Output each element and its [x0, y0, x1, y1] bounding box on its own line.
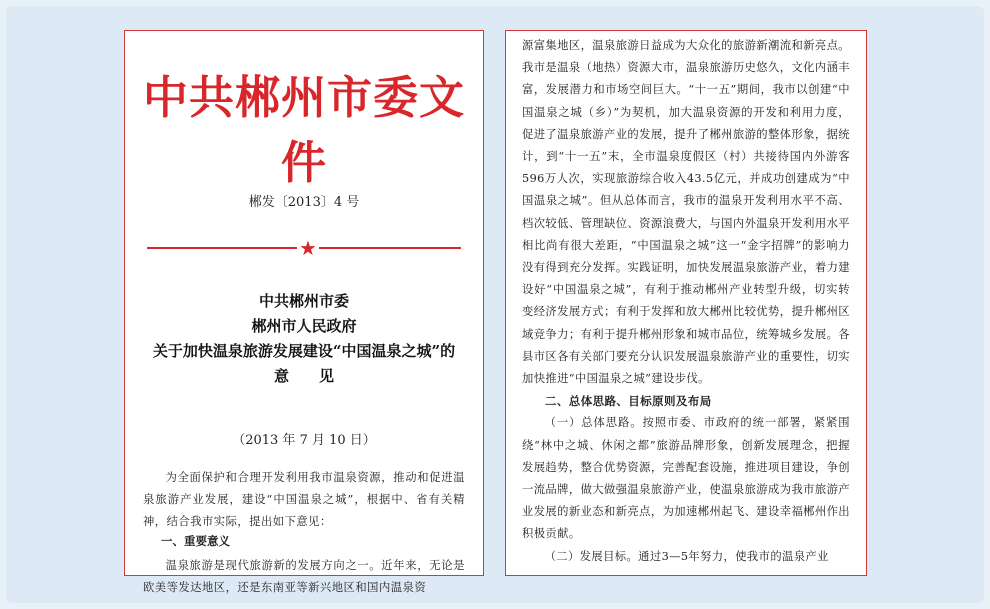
- document-date: （2013 年 7 月 10 日）: [232, 433, 376, 448]
- section-heading-2: 二、总体思路、目标原则及布局: [545, 394, 712, 409]
- document-number: 郴发〔2013〕4 号: [248, 195, 360, 210]
- title-line-2: 郴州市人民政府: [251, 317, 357, 335]
- section-1-paragraph: 温泉旅游是现代旅游新的发展方向之一。近年来，无论是欧美等发达地区，还是东南亚等新兴地区和国内温泉资: [143, 559, 465, 594]
- right-page-body: [522, 35, 850, 568]
- document-page-left: [124, 30, 484, 594]
- intro-paragraph: 为全面保护和合理开发利用我市温泉资源，推动和促进温泉旅游产业发展，建设“中国温泉之城”，根据中、省有关精神，结合我市实际，提出如下意见：: [143, 471, 465, 528]
- section-2-paragraph-2: （二）发展目标。通过3—5年努力，使我市的温泉产业: [544, 549, 829, 563]
- title-line-4: 意 见: [273, 367, 334, 385]
- masthead-title: 中共郴州市委文件: [142, 71, 465, 189]
- document-title: [125, 289, 483, 389]
- title-line-3: 关于加快温泉旅游发展建设“中国温泉之城”的: [152, 342, 456, 360]
- section-2-paragraph-1: （一）总体思路。按照市委、市政府的统一部署，紧紧围绕“林中之城、休闲之都”旅游品牌形象，创新发展理念，把握发展趋势，整合优势资源，完善配套设施，推进项目建设，争创一流品牌，做大做强温泉旅游产业，使温泉旅游成为我市旅游产业发展的新业态和新亮点，为加速郴州起飞、建设幸福郴州作出积极贡献。: [522, 416, 850, 541]
- section-heading-1: 一、重要意义: [161, 534, 230, 548]
- document-page-right: [505, 30, 867, 576]
- continued-paragraph: 源富集地区，温泉旅游日益成为大众化的旅游新潮流和新亮点。我市是温泉（地热）资源大市，温泉旅游历史悠久，文化内涵丰富，发展潜力和市场空间巨大。“十一五”期间，我市以创建“中国温泉之城（乡）”为契机，加大温泉资源的开发和利用力度，促进了温泉旅游产业的发展，提升了郴州旅游的整体形象，据统计，到“十一五”末，全市温泉度假区（村）共接待国内外游客596万人次，实现旅游综合收入43.5亿元，并成功创建成为“中国温泉之城”。但从总体而言，我市的温泉开发利用水平不高、档次较低、管理缺位、资源浪费大，与国内外温泉开发利用水平相比尚有很大差距，“中国温泉之城”这一“金字招牌”的影响力没有得到充分发挥。实践证明，加快发展温泉旅游产业，着力建设好“中国温泉之城”，有利于推动郴州产业转型升级，切实转变经济发展方式；有利于发挥和放大郴州比较优势，提升郴州区域竞争力；有利于提升郴州形象和城市品位，统筹城乡发展。各县市区各有关部门要充分认识发展温泉旅游产业的重要性，切实加快推进“中国温泉之城”建设步伐。: [522, 39, 850, 386]
- star-icon: ★: [297, 237, 319, 259]
- title-line-1: 中共郴州市委: [258, 292, 349, 310]
